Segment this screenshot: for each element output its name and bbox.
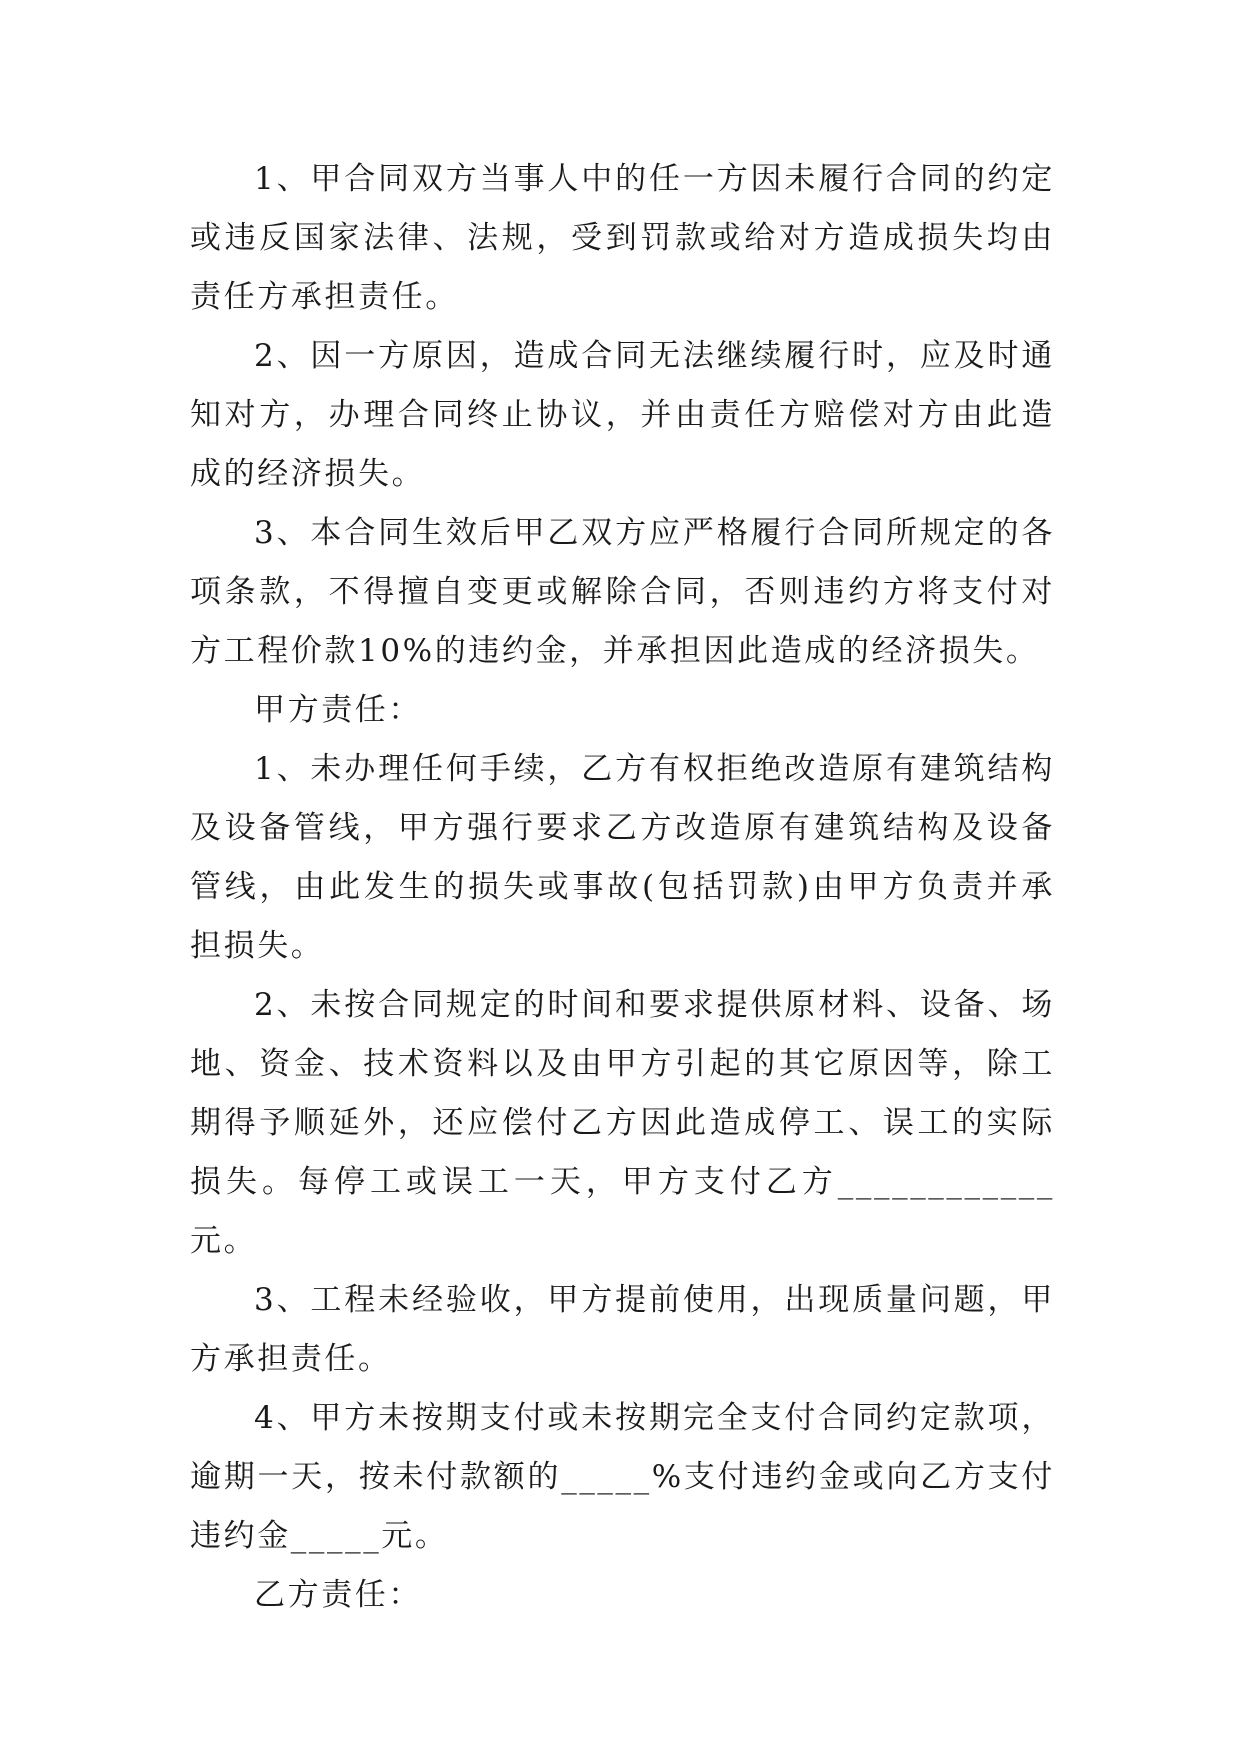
- clause-party-a-4: 4、甲方未按期支付或未按期完全支付合同约定款项，逾期一天，按未付款额的_____%支付违约金或向乙方支付违约金_____元。: [190, 1400, 1055, 1554]
- document-body: [190, 150, 1055, 1625]
- clause-general-3: 3、本合同生效后甲乙双方应严格履行合同所规定的各项条款，不得擅自变更或解除合同，否则违约方将支付对方工程价款10%的违约金，并承担因此造成的经济损失。: [190, 515, 1055, 669]
- clause-general-2: 2、因一方原因，造成合同无法继续履行时，应及时通知对方，办理合同终止协议，并由责任方赔偿对方由此造成的经济损失。: [190, 338, 1055, 492]
- clause-party-a-1: 1、未办理任何手续，乙方有权拒绝改造原有建筑结构及设备管线，甲方强行要求乙方改造原有建筑结构及设备管线，由此发生的损失或事故(包括罚款)由甲方负责并承担损失。: [190, 751, 1055, 964]
- section-heading-party-b: 乙方责任：: [254, 1577, 422, 1613]
- clause-party-a-3: 3、工程未经验收，甲方提前使用，出现质量问题，甲方承担责任。: [190, 1282, 1055, 1377]
- section-heading-party-a: 甲方责任：: [254, 692, 422, 728]
- clause-party-a-2: 2、未按合同规定的时间和要求提供原材料、设备、场地、资金、技术资料以及由甲方引起的其它原因等，除工期得予顺延外，还应偿付乙方因此造成停工、误工的实际损失。每停工或误工一天，甲方支付乙方____________元。: [190, 987, 1055, 1259]
- clause-general-1: 1、甲合同双方当事人中的任一方因未履行合同的约定或违反国家法律、法规，受到罚款或给对方造成损失均由责任方承担责任。: [190, 161, 1055, 315]
